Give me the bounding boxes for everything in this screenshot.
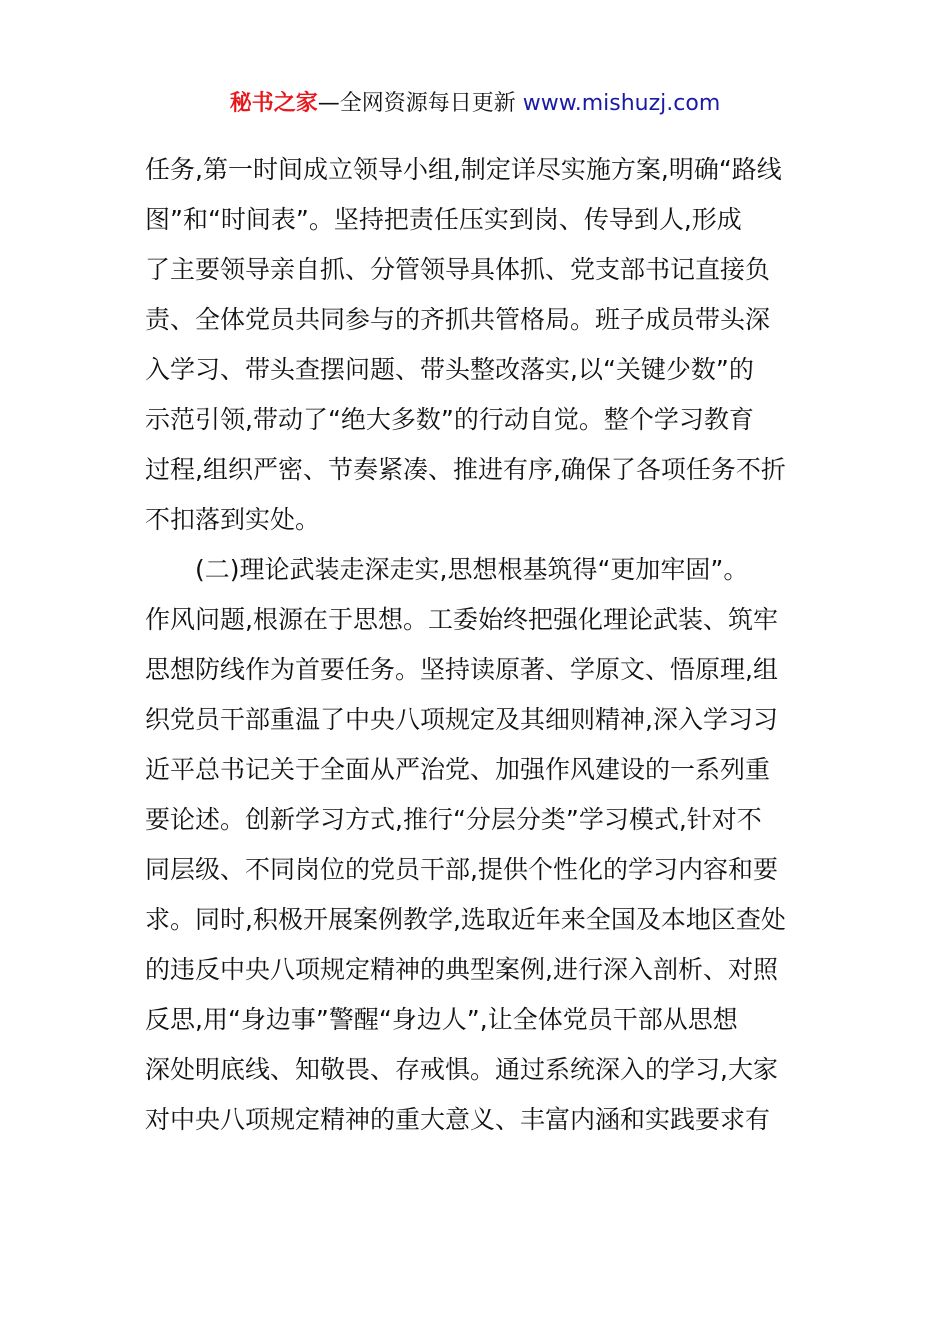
- text-line: 同层级、不同岗位的党员干部,提供个性化的学习内容和要: [145, 855, 778, 884]
- text-line: 的违反中央八项规定精神的典型案例,进行深入剖析、对照: [145, 955, 778, 984]
- text-line: 求。同时,积极开展案例教学,选取近年来全国及本地区查处: [145, 905, 786, 934]
- section-heading: (二)理论武装走深走实,思想根基筑得“更加牢固”。: [195, 555, 749, 584]
- text-line: 责、全体党员共同参与的齐抓共管格局。班子成员带头深: [145, 305, 771, 334]
- brand-name: 秘书之家: [229, 91, 318, 116]
- text-line: 反思,用“身边事”警醒“身边人”,让全体党员干部从思想: [145, 1005, 738, 1034]
- text-line: 近平总书记关于全面从严治党、加强作风建设的一系列重: [145, 755, 771, 784]
- text-line: 图”和“时间表”。坚持把责任压实到岗、传导到人,形成: [145, 205, 742, 234]
- text-line: 织党员干部重温了中央八项规定及其细则精神,深入学习习: [145, 705, 778, 734]
- text-line: 深处明底线、知敬畏、存戒惧。通过系统深入的学习,大家: [145, 1055, 778, 1084]
- text-line: 入学习、带头查摆问题、带头整改落实,以“关键少数”的: [145, 355, 754, 384]
- document-body: [145, 145, 815, 1145]
- text-line: 不扣落到实处。: [145, 505, 321, 534]
- text-line: 作风问题,根源在于思想。工委始终把强化理论武装、筑牢: [145, 605, 778, 634]
- text-line: 要论述。创新学习方式,推行“分层分类”学习模式,针对不: [145, 805, 762, 834]
- text-line: 过程,组织严密、节奏紧凑、推进有序,确保了各项任务不折: [145, 455, 786, 484]
- text-line: 对中央八项规定精神的重大意义、丰富内涵和实践要求有: [145, 1105, 771, 1134]
- text-line: 思想防线作为首要任务。坚持读原著、学原文、悟原理,组: [145, 655, 778, 684]
- site-header: [0, 88, 950, 120]
- text-line: 任务,第一时间成立领导小组,制定详尽实施方案,明确“路线: [145, 155, 782, 184]
- text-line: 示范引领,带动了“绝大多数”的行动自觉。整个学习教育: [145, 405, 754, 434]
- header-slogan: —全网资源每日更新: [317, 91, 523, 116]
- site-url: www.mishuzj.com: [522, 91, 721, 116]
- text-line: 了主要领导亲自抓、分管领导具体抓、党支部书记直接负: [145, 255, 771, 284]
